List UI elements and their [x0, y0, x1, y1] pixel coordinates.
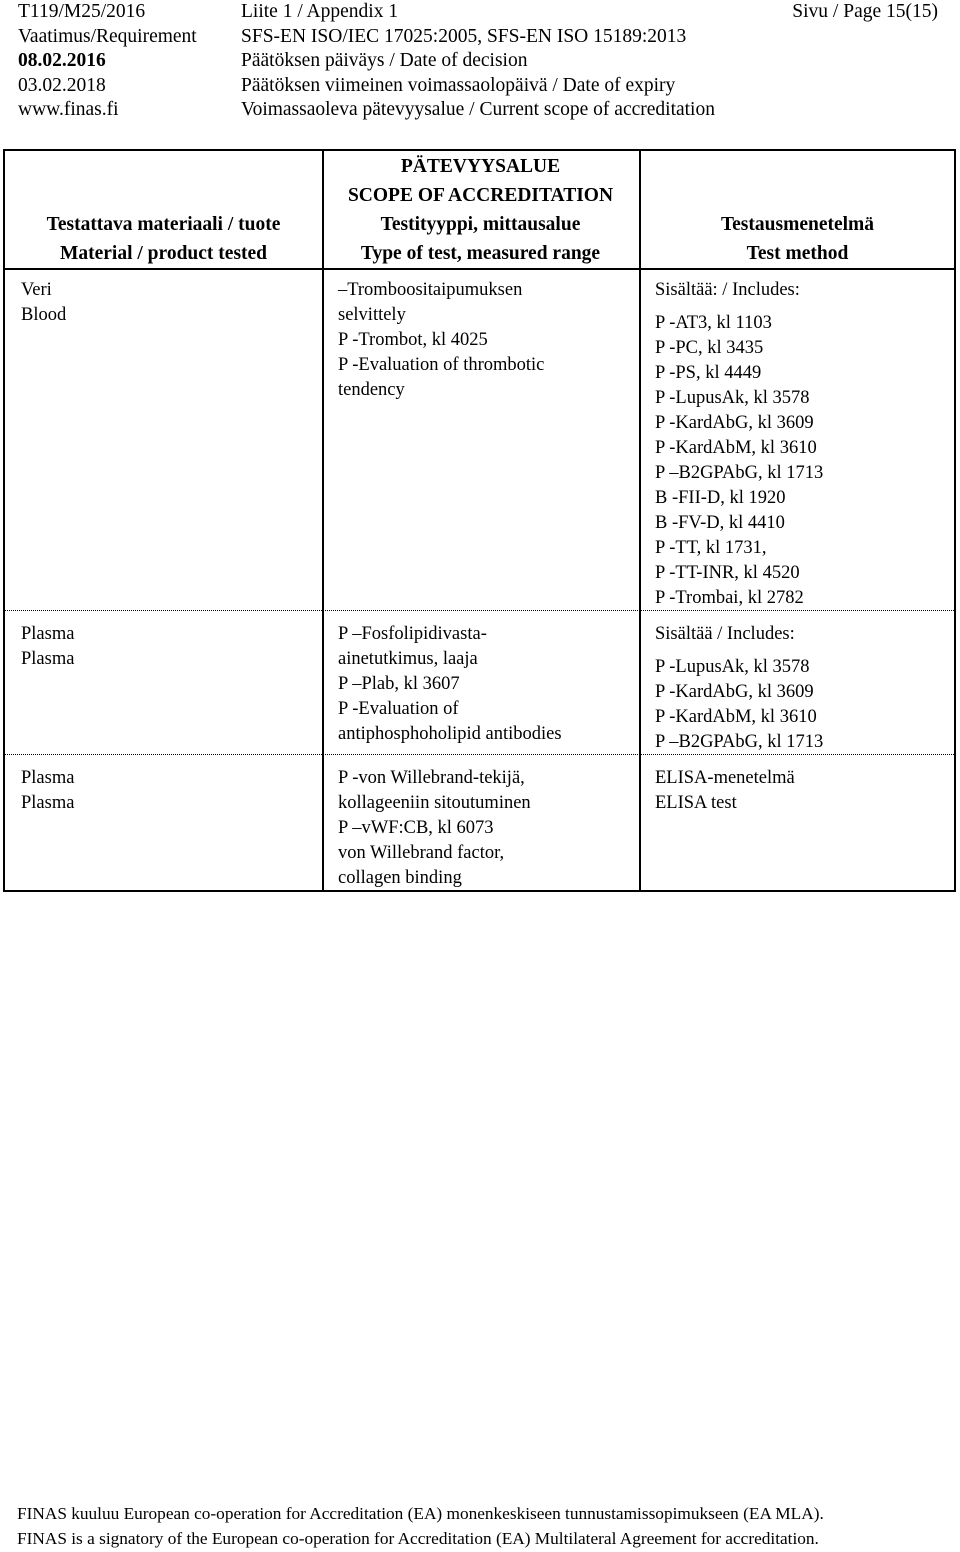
column-header-test-type-en: Type of test, measured range [360, 243, 601, 264]
method-line: P -PC, kl 3435 [655, 338, 764, 358]
footer-line-en: FINAS is a signatory of the European co-operation for Accreditation (EA) Multilateral Agreement for accreditation. [17, 1528, 819, 1548]
expiry-date-label: Päätöksen viimeinen voimassaolopäivä / Date of expiry [241, 74, 676, 96]
method-line: P -PS, kl 4449 [655, 363, 762, 383]
method-line: P –B2GPAbG, kl 1713 [655, 732, 824, 752]
header-row-4 [18, 74, 938, 99]
test-line: P –Plab, kl 3607 [338, 674, 460, 694]
requirement-label: Vaatimus/Requirement [18, 25, 197, 47]
test-line: kollageeniin sitoutuminen [338, 793, 531, 813]
test-line: antiphosphoholipid antibodies [338, 724, 562, 744]
material-line: Blood [21, 305, 67, 325]
page-footer [17, 1502, 824, 1551]
test-line: von Willebrand factor, [338, 843, 505, 863]
column-header-method-en: Test method [746, 243, 849, 264]
scope-title: PÄTEVYYSALUE [400, 156, 561, 177]
page-number: Sivu / Page 15(15) [792, 1, 938, 22]
test-line: –Tromboositaipumuksen [338, 280, 523, 300]
row-2-material [21, 622, 74, 672]
row-2-test-type [338, 622, 562, 747]
test-line: P -Evaluation of thrombotic [338, 355, 545, 375]
test-line: P –Fosfolipidivasta- [338, 624, 487, 644]
scope-subtitle: SCOPE OF ACCREDITATION [347, 185, 614, 206]
method-line: P -Trombai, kl 2782 [655, 588, 804, 608]
column-header-material-fi: Testattava materiaali / tuote [46, 214, 281, 235]
test-line: P –vWF:CB, kl 6073 [338, 818, 494, 838]
column-header-material [5, 210, 322, 268]
test-line: ainetutkimus, laaja [338, 649, 478, 669]
method-line: P -LupusAk, kl 3578 [655, 657, 810, 677]
requirement-value: SFS-EN ISO/IEC 17025:2005, SFS-EN ISO 15189:2013 [241, 25, 687, 47]
appendix-label: Liite 1 / Appendix 1 [241, 1, 399, 22]
header-divider [5, 268, 954, 270]
method-line: B -FV-D, kl 4410 [655, 513, 785, 533]
footer-line-fi: FINAS kuuluu European co-operation for Accreditation (EA) monenkeskiseen tunnustamissopimukseen (EA MLA). [17, 1504, 824, 1523]
row-1-test-type [338, 278, 544, 403]
scope-table [3, 149, 956, 892]
test-line: tendency [338, 380, 405, 400]
test-line: selvittely [338, 305, 406, 325]
row-2-method [655, 622, 823, 755]
row-3-method [655, 766, 795, 816]
decision-date-label: Päätöksen päiväys / Date of decision [241, 50, 528, 72]
material-line: Plasma [21, 649, 75, 669]
test-line: P -Trombot, kl 4025 [338, 330, 488, 350]
column-header-material-en: Material / product tested [59, 243, 268, 264]
test-line: P -Evaluation of [338, 699, 459, 719]
method-line: P -KardAbG, kl 3609 [655, 413, 814, 433]
row-1-material [21, 278, 66, 328]
method-heading: Sisältää: / Includes: [655, 280, 800, 300]
method-heading: ELISA-menetelmä [655, 768, 795, 788]
current-scope-label: Voimassaoleva pätevyysalue / Current scope of accreditation [241, 99, 715, 121]
expiry-date: 03.02.2018 [18, 74, 106, 96]
material-line: Veri [21, 280, 52, 300]
method-line: P -KardAbM, kl 3610 [655, 438, 817, 458]
document-code: T119/M25/2016 [18, 1, 146, 22]
header-row-1 [18, 0, 938, 25]
method-line: P -KardAbM, kl 3610 [655, 707, 817, 727]
method-heading: Sisältää / Includes: [655, 624, 795, 644]
method-line: P -KardAbG, kl 3609 [655, 682, 814, 702]
row-3-test-type [338, 766, 531, 891]
method-line: P –B2GPAbG, kl 1713 [655, 463, 824, 483]
column-header-method [639, 210, 956, 268]
column-header-method-fi: Testausmenetelmä [720, 214, 875, 235]
material-line: Plasma [21, 768, 75, 788]
method-line: P -AT3, kl 1103 [655, 313, 772, 333]
row-1-method [655, 278, 823, 611]
page-header [18, 0, 938, 123]
material-line: Plasma [21, 624, 75, 644]
website-link[interactable]: www.finas.fi [18, 99, 119, 121]
header-row-2 [18, 25, 938, 50]
header-row-5 [18, 98, 938, 123]
method-line: P -TT, kl 1731, [655, 538, 767, 558]
header-row-3 [18, 49, 938, 74]
method-line: P -TT-INR, kl 4520 [655, 563, 800, 583]
method-line: ELISA test [655, 793, 737, 813]
column-header-test-type [322, 152, 639, 268]
row-3-material [21, 766, 74, 816]
method-line: B -FII-D, kl 1920 [655, 488, 786, 508]
column-header-test-type-fi: Testityyppi, mittausalue [380, 214, 581, 235]
material-line: Plasma [21, 793, 75, 813]
test-line: collagen binding [338, 868, 462, 888]
method-line: P -LupusAk, kl 3578 [655, 388, 810, 408]
test-line: P -von Willebrand-tekijä, [338, 768, 525, 788]
decision-date: 08.02.2016 [18, 50, 106, 72]
